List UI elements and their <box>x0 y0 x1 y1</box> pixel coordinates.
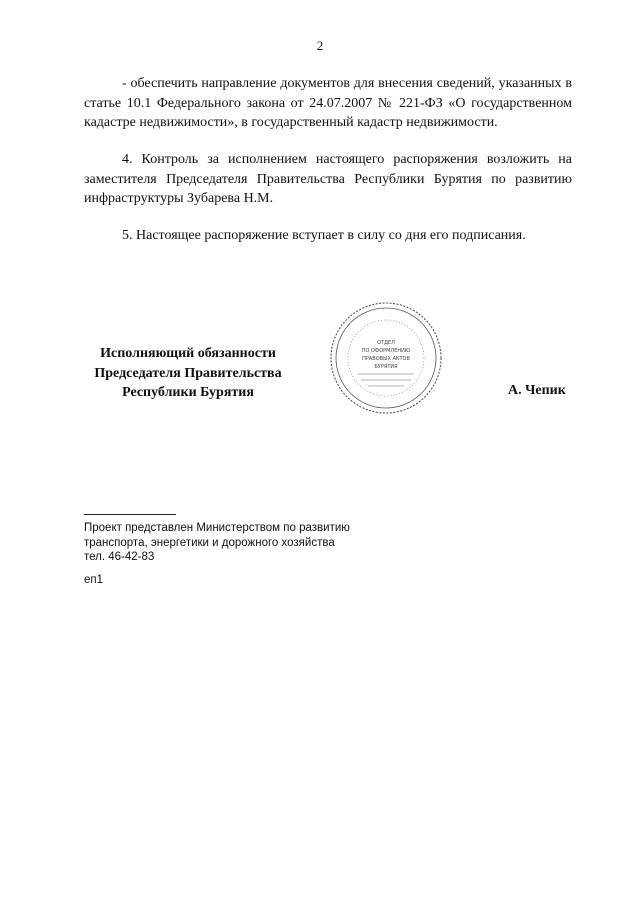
document-code: еп1 <box>84 574 104 586</box>
paragraph-text: - обеспечить направление документов для внесения сведений, указанных в статье 10.1 Федерального закона от 24.07.2007 № 221-ФЗ «О государственном кадастре недвижимости», в государственный кадастр недвижимости. <box>84 76 572 130</box>
paragraph-text: 4. Контроль за исполнением настоящего распоряжения возложить на заместителя Председателя Правительства Республики Бурятия по развитию инфраструктуры Зубарева Н.М. <box>84 152 572 206</box>
seal-text-line: ПРАВОВЫХ АКТОВ <box>362 356 410 362</box>
footnote-line: транспорта, энергетики и дорожного хозяйства <box>84 536 335 549</box>
footnote <box>84 521 350 565</box>
paragraph-text: 5. Настоящее распоряжение вступает в силу со дня его подписания. <box>122 228 526 243</box>
body-paragraph-2 <box>84 150 572 209</box>
body-paragraph-3 <box>84 226 572 246</box>
signer-name: А. Чепик <box>508 383 566 398</box>
footnote-line: Проект представлен Министерством по развитию <box>84 522 350 534</box>
seal-text-line: БУРЯТИЯ <box>374 364 398 370</box>
seal-text-line: ПО ОФОРМЛЕНИЮ <box>361 348 411 354</box>
seal-text-line: ОТДЕЛ <box>377 340 395 346</box>
signer-title <box>80 344 296 403</box>
signer-title-line: Председателя Правительства <box>94 365 282 381</box>
footnote-line: тел. 46-42-83 <box>84 551 155 563</box>
page-number: 2 <box>316 38 324 53</box>
footnote-divider <box>84 514 176 515</box>
signer-title-line: Республики Бурятия <box>122 385 254 400</box>
body-paragraph-1 <box>84 74 572 133</box>
official-seal-stamp <box>328 300 444 416</box>
signer-title-line: Исполняющий обязанности <box>100 346 276 361</box>
